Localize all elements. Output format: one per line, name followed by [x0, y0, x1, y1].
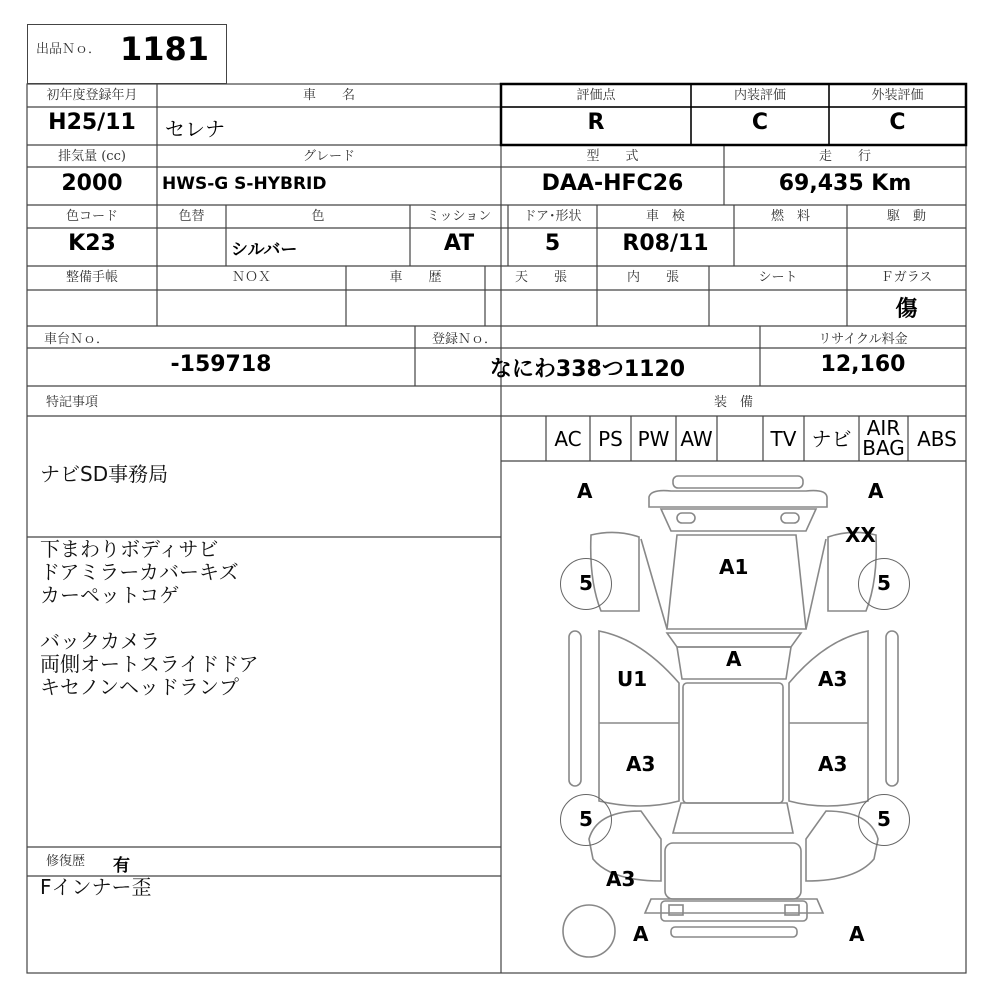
chassis-value: -159718 [170, 352, 272, 377]
diag-right-front-door: A3 [818, 667, 848, 691]
notes-block: 下まわりボディサビ ドアミラーカバーキズ カーペットコゲ バックカメラ 両側オートスライドドア キセノンヘッドランプ [40, 537, 259, 699]
repaint-label: 色替 [178, 209, 205, 224]
equip-navi: ナビ [811, 427, 852, 451]
diag-left-rear-door: A3 [626, 752, 656, 776]
color-code-label: 色コード [65, 209, 118, 224]
plate-label: 登録Ｎｏ． [432, 332, 498, 347]
fglass-label: Ｆガラス [880, 270, 933, 285]
fglass-value: 傷 [895, 297, 918, 322]
diag-front-left: A [577, 479, 593, 503]
transmission-label: ミッション [426, 209, 492, 224]
plate-value: なにわ338つ1120 [489, 357, 686, 382]
mileage-value: 69,435 Km [778, 171, 912, 196]
inspection-value: R08/11 [622, 231, 709, 256]
equip-ps: PS [598, 427, 623, 451]
first-reg-label: 初年度登録年月 [46, 88, 138, 103]
equip-ac: AC [554, 427, 582, 451]
car-name-value: セレナ [165, 117, 225, 141]
grade-label: グレード [302, 149, 355, 164]
color-code-value: K23 [68, 231, 116, 256]
interior-value: C [751, 110, 769, 135]
history-label: 車 歴 [389, 270, 442, 285]
seat-label: シート [758, 270, 798, 285]
car-diagram [501, 461, 966, 973]
equip-abs: ABS [917, 427, 957, 451]
color-label: 色 [311, 209, 325, 224]
tire-front-left: 5 [560, 558, 612, 610]
notes-label: 特記事項 [46, 395, 99, 410]
equip-bag: BAG [862, 436, 905, 460]
service-book-label: 整備手帳 [65, 270, 118, 285]
doors-label: ドア･形状 [523, 209, 582, 224]
repair-history-value: 有 [113, 856, 130, 876]
equip-tv: TV [770, 427, 797, 451]
diag-rear-left: A [633, 922, 649, 946]
equip-pw: PW [637, 427, 670, 451]
tire-rear-left: 5 [560, 794, 612, 846]
nox-label: ＮＯＸ [231, 270, 271, 285]
diag-front-right: A [868, 479, 884, 503]
repair-note: Fインナー歪 [40, 875, 152, 899]
model-label: 型 式 [586, 149, 639, 164]
tire-rear-right: 5 [858, 794, 910, 846]
diag-left-front-door: U1 [617, 667, 648, 691]
mileage-label: 走 行 [818, 149, 871, 164]
transmission-value: AT [443, 231, 475, 256]
repair-history-label: 修復歴 [46, 854, 86, 869]
diag-left-rear-quarter: A3 [606, 867, 636, 891]
exterior-value: C [889, 110, 906, 135]
recycle-label: リサイクル料金 [818, 332, 908, 347]
equip-air: AIR [866, 416, 901, 440]
color-value: シルバー [231, 240, 298, 260]
tire-front-right: 5 [858, 558, 910, 610]
fuel-label: 燃 料 [770, 209, 810, 224]
equipment-label: 装 備 [713, 395, 753, 410]
first-reg-value: H25/11 [48, 110, 136, 135]
equip-aw: AW [680, 427, 713, 451]
drive-label: 駆 動 [886, 209, 926, 224]
grade-value: HWS-G S-HYBRID [162, 174, 327, 194]
score-label: 評価点 [576, 88, 616, 103]
lot-number: 1181 [120, 30, 210, 68]
roof-lining-label: 天 張 [514, 270, 567, 285]
displacement-label: 排気量 (cc) [58, 149, 126, 164]
model-value: DAA-HFC26 [541, 171, 684, 196]
score-value: R [587, 110, 605, 135]
diag-hood-damage: XX [845, 523, 876, 547]
exterior-label: 外装評価 [871, 88, 924, 103]
displacement-value: 2000 [61, 171, 123, 196]
car-name-label: 車 名 [302, 88, 355, 103]
inner-lining-label: 内 張 [626, 270, 679, 285]
diag-right-rear-door: A3 [818, 752, 848, 776]
doors-value: 5 [544, 231, 561, 256]
notes-line1: ナビSD事務局 [40, 462, 169, 486]
interior-label: 内装評価 [733, 88, 786, 103]
chassis-label: 車台Ｎｏ． [44, 332, 110, 347]
lot-label: 出品Ｎｏ． [36, 42, 102, 57]
diag-windshield: A1 [719, 555, 749, 579]
diag-rear-right: A [849, 922, 865, 946]
diag-roof: A [726, 647, 742, 671]
recycle-value: 12,160 [820, 352, 906, 377]
inspection-label: 車 検 [645, 209, 685, 224]
